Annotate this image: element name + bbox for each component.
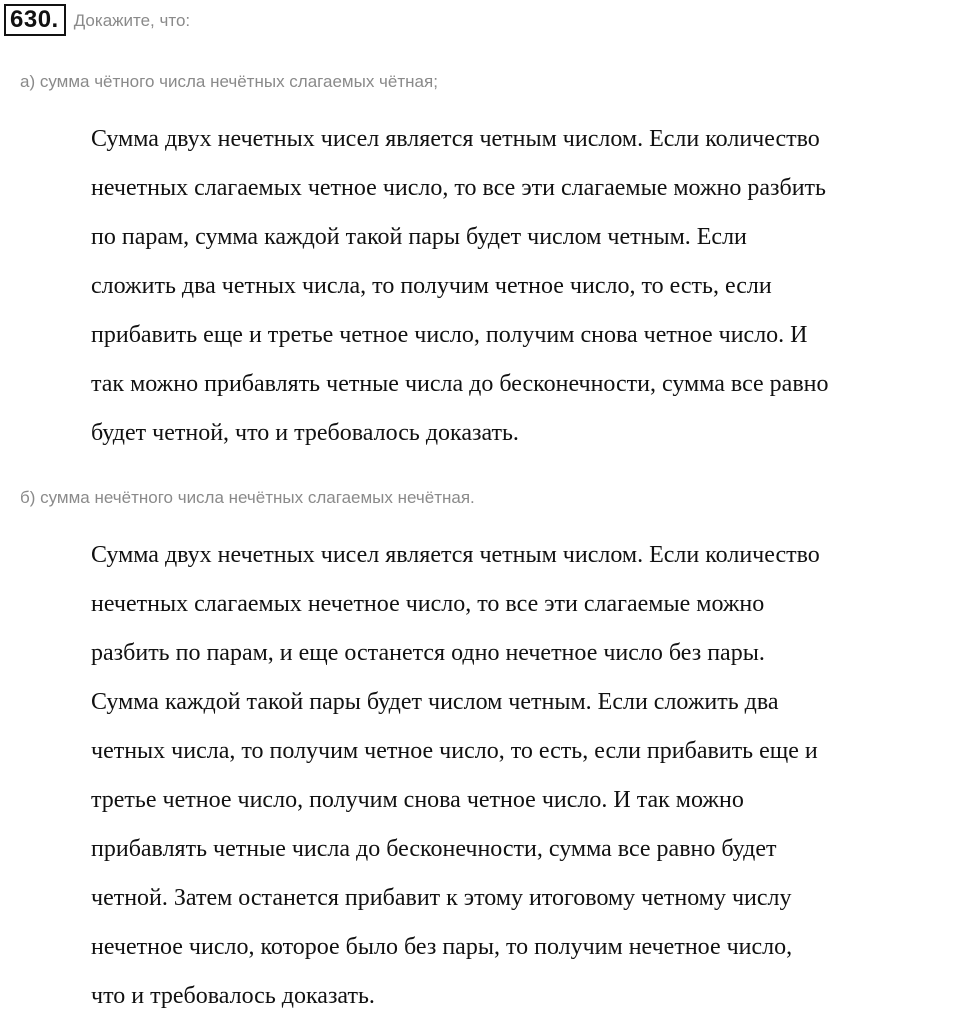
answer-b-line-7: прибавлять четные числа до бесконечности, сумма все равно будет — [91, 836, 777, 862]
answer-b-line-3: разбить по парам, и еще останется одно нечетное число без пары. — [91, 640, 765, 666]
answer-a-line-3: по парам, сумма каждой такой пары будет числом четным. Если — [91, 224, 747, 250]
answer-a-line-2: нечетных слагаемых четное число, то все эти слагаемые можно разбить — [91, 175, 826, 201]
answer-a-line-1: Сумма двух нечетных чисел является четным числом. Если количество — [91, 126, 820, 152]
answer-b-line-8: четной. Затем останется прибавит к этому итоговому четному числу — [91, 885, 792, 911]
task-prompt: Докажите, что: — [73, 11, 191, 30]
answer-a-line-5: прибавить еще и третье четное число, получим снова четное число. И — [91, 322, 808, 348]
answer-b-line-5: четных числа, то получим четное число, то есть, если прибавить еще и — [91, 738, 818, 764]
answer-b-line-6: третье четное число, получим снова четное число. И так можно — [91, 787, 744, 813]
answer-b-line-9: нечетное число, которое было без пары, то получим нечетное число, — [91, 934, 793, 960]
answer-a-line-6: так можно прибавлять четные числа до бесконечности, сумма все равно — [91, 371, 829, 397]
answer-b — [91, 531, 959, 1021]
task-header — [4, 4, 190, 36]
answer-b-line-4: Сумма каждой такой пары будет числом четным. Если сложить два — [91, 689, 779, 715]
condition-a: а) сумма чётного числа нечётных слагаемых чётная; — [20, 72, 438, 91]
answer-a-line-7: будет четной, что и требовалось доказать. — [91, 420, 519, 446]
answer-a-line-4: сложить два четных числа, то получим четное число, то есть, если — [91, 273, 772, 299]
answer-a — [91, 115, 959, 458]
answer-b-line-10: что и требовалось доказать. — [91, 983, 375, 1009]
answer-b-line-2: нечетных слагаемых нечетное число, то все эти слагаемые можно — [91, 591, 765, 617]
task-number: 630. — [4, 4, 66, 36]
condition-b: б) сумма нечётного числа нечётных слагаемых нечётная. — [20, 488, 475, 507]
answer-b-line-1: Сумма двух нечетных чисел является четным числом. Если количество — [91, 542, 820, 568]
